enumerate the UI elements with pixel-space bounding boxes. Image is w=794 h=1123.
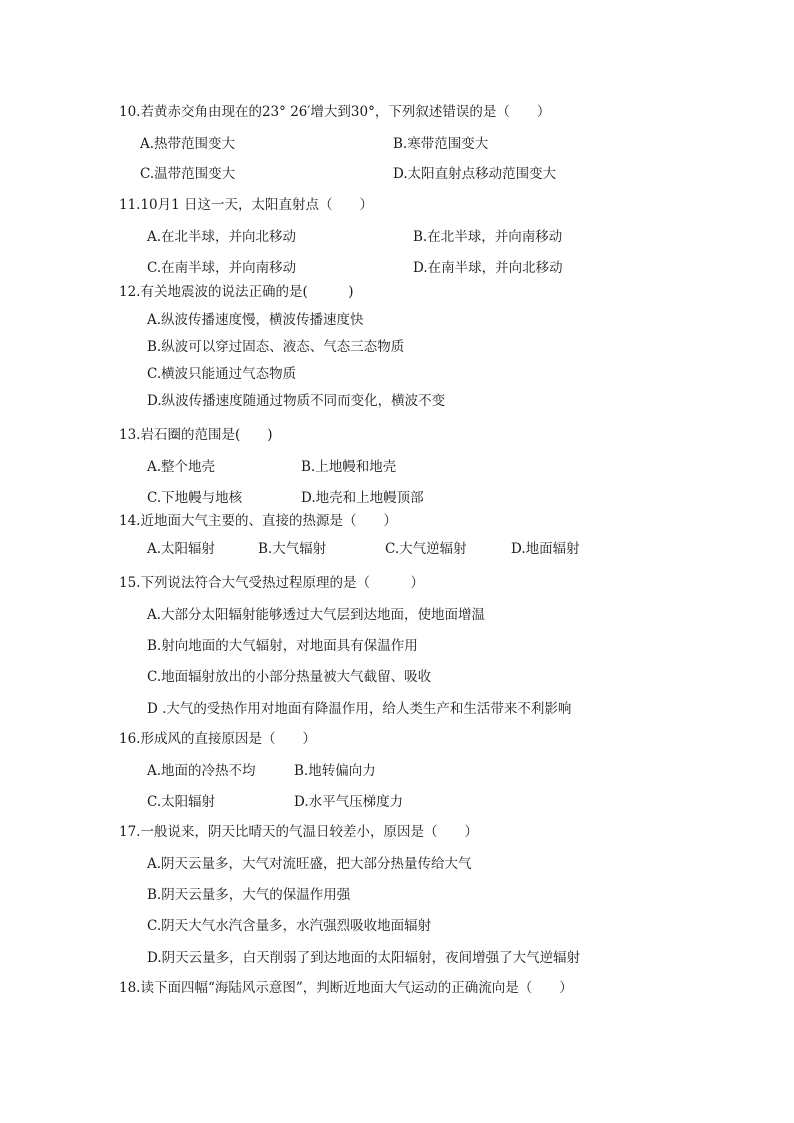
question-12-option-d: D.纵波传播速度随通过物质不同而变化，横波不变 xyxy=(147,393,446,409)
question-17-option-b: B.阴天云量多，大气的保温作用强 xyxy=(147,887,351,903)
question-14-option-c: C.大气逆辐射 xyxy=(385,541,467,557)
question-16-option-b: B.地转偏向力 xyxy=(294,763,376,779)
question-10-option-b: B.寒带范围变大 xyxy=(393,136,489,152)
question-15-stem: 15.下列说法符合大气受热过程原理的是（ ） xyxy=(119,575,424,591)
question-11-option-d: D.在南半球，并向北移动 xyxy=(413,260,563,276)
question-10-option-c: C.温带范围变大 xyxy=(140,166,236,182)
question-12-stem: 12.有关地震波的说法正确的是( ) xyxy=(119,284,354,300)
question-10-option-d: D.太阳直射点移动范围变大 xyxy=(393,166,557,182)
question-12-option-c: C.横波只能通过气态物质 xyxy=(147,366,297,382)
question-11-option-a: A.在北半球，并向北移动 xyxy=(147,229,297,245)
question-13-option-b: B.上地幔和地壳 xyxy=(301,459,397,475)
question-17-option-d: D.阴天云量多，白天削弱了到达地面的太阳辐射，夜间增强了大气逆辐射 xyxy=(147,950,581,966)
question-14-option-d: D.地面辐射 xyxy=(511,541,580,557)
question-14-stem: 14.近地面大气主要的、直接的热源是（ ） xyxy=(119,513,397,529)
question-12-option-b: B.纵波可以穿过固态、液态、气态三态物质 xyxy=(147,339,405,355)
question-15-option-b: B.射向地面的大气辐射，对地面具有保温作用 xyxy=(147,638,418,654)
question-16-option-c: C.太阳辐射 xyxy=(147,794,216,810)
question-13-option-c: C.下地幔与地核 xyxy=(147,490,243,506)
question-11-stem: 11.10月1 日这一天，太阳直射点（ ） xyxy=(119,197,374,213)
question-14-option-b: B.大气辐射 xyxy=(258,541,327,557)
question-13-stem: 13.岩石圈的范围是( ) xyxy=(119,427,273,443)
question-15-option-c: C.地面辐射放出的小部分热量被大气截留、吸收 xyxy=(147,669,432,685)
question-17-stem: 17.一般说来，阴天比晴天的气温日较差小，原因是（ ） xyxy=(119,824,478,840)
question-15-option-a: A.大部分太阳辐射能够透过大气层到达地面，使地面增温 xyxy=(147,607,486,623)
question-10-stem: 10.若黄赤交角由现在的23° 26′增大到30°，下列叙述错误的是（ ） xyxy=(119,104,551,120)
question-18-stem: 18.读下面四幅“海陆风示意图”，判断近地面大气运动的正确流向是（ ） xyxy=(119,980,573,996)
question-11-option-b: B.在北半球，并向南移动 xyxy=(413,229,563,245)
question-16-stem: 16.形成风的直接原因是（ ） xyxy=(119,731,316,747)
question-14-option-a: A.太阳辐射 xyxy=(147,541,216,557)
question-17-option-a: A.阴天云量多，大气对流旺盛，把大部分热量传给大气 xyxy=(147,856,472,872)
question-16-option-d: D.水平气压梯度力 xyxy=(294,794,404,810)
question-13-option-d: D.地壳和上地幔顶部 xyxy=(301,490,424,506)
question-10-option-a: A.热带范围变大 xyxy=(140,136,236,152)
question-11-option-c: C.在南半球，并向南移动 xyxy=(147,260,297,276)
question-12-option-a: A.纵波传播速度慢，横波传播速度快 xyxy=(147,312,364,328)
question-16-option-a: A.地面的冷热不均 xyxy=(147,763,256,779)
question-13-option-a: A.整个地壳 xyxy=(147,459,216,475)
question-17-option-c: C.阴天大气水汽含量多，水汽强烈吸收地面辐射 xyxy=(147,918,432,934)
question-15-option-d: D .大气的受热作用对地面有降温作用，给人类生产和生活带来不利影响 xyxy=(147,701,572,717)
